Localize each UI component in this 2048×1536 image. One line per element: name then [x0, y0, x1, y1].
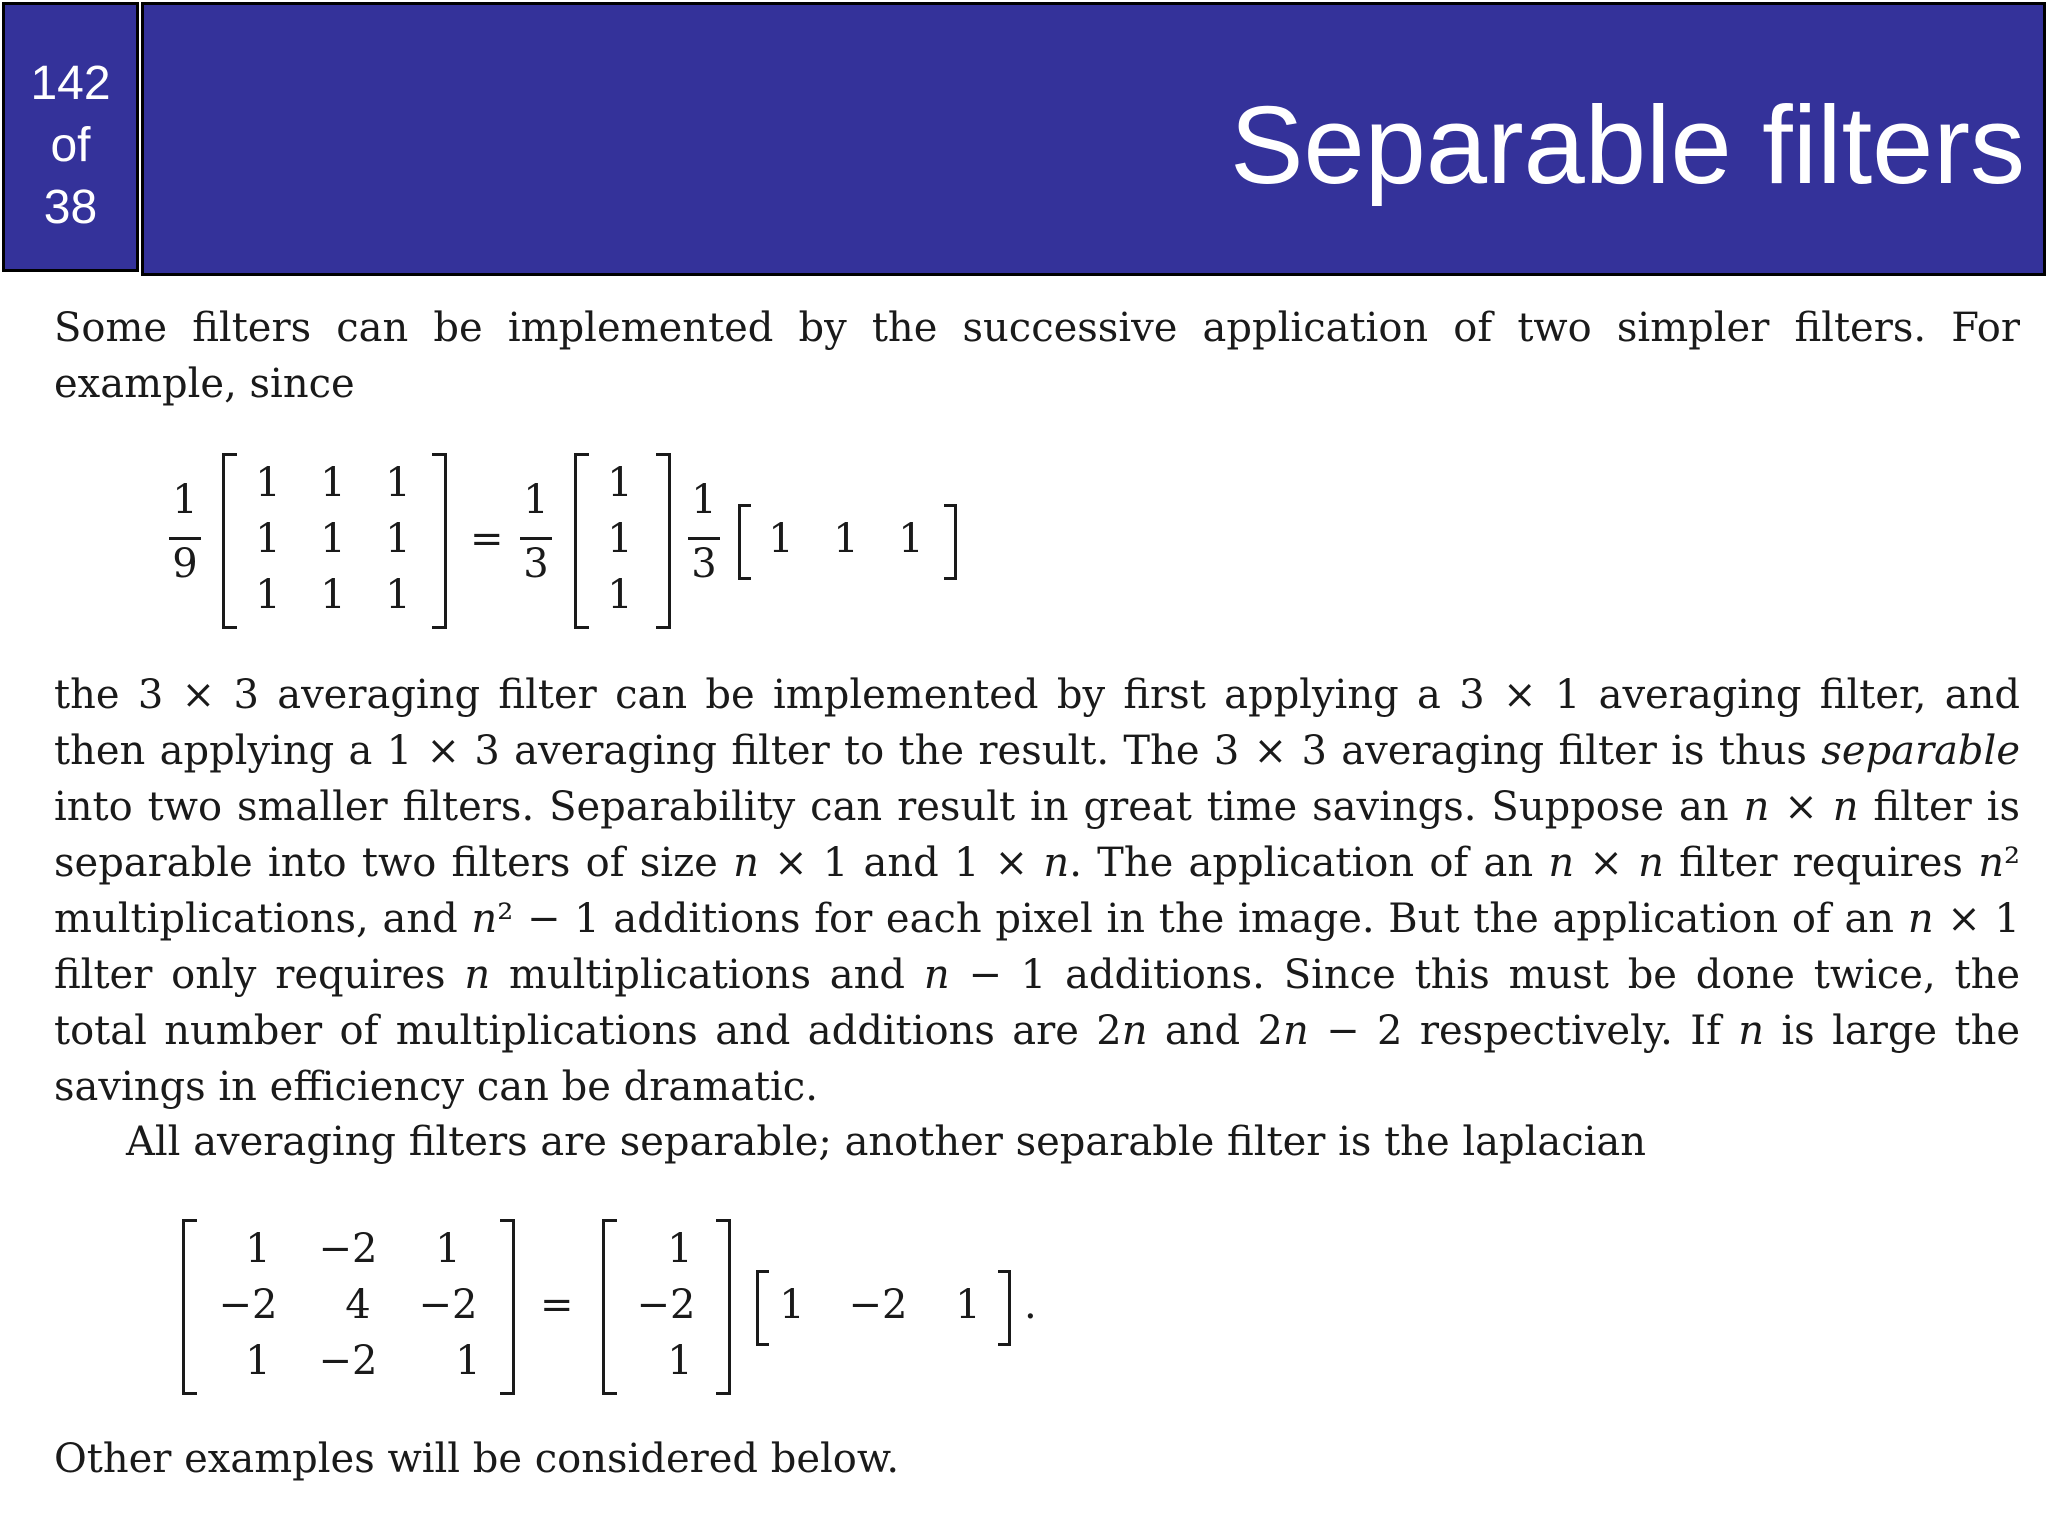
- page-of: of: [50, 119, 91, 172]
- vector-cell: 1: [779, 1282, 805, 1328]
- right-bracket: [944, 504, 957, 580]
- left-bracket: [738, 504, 751, 580]
- fraction-bar: [688, 537, 720, 540]
- fraction-numerator: 1: [172, 477, 198, 523]
- vector-cell: 1: [667, 1226, 693, 1272]
- fraction-denominator: 3: [691, 541, 717, 587]
- title-bar: [141, 2, 2046, 276]
- vector-cell: −2: [636, 1282, 696, 1328]
- matrix-cell: 4: [345, 1282, 371, 1328]
- fraction-numerator: 1: [691, 477, 717, 523]
- matrix-cell: 1: [385, 516, 411, 562]
- matrix-cell: 1: [455, 1338, 481, 1384]
- left-bracket: [574, 453, 589, 629]
- left-bracket: [602, 1219, 617, 1395]
- matrix-cell: 1: [435, 1226, 461, 1272]
- matrix-cell: −2: [218, 1282, 278, 1328]
- vector-cell: 1: [607, 460, 633, 506]
- intro-paragraph: Some filters can be implemented by the successive application of two simpler filters. For example, since: [54, 305, 2020, 407]
- fraction-denominator: 3: [523, 541, 549, 587]
- matrix-cell: 1: [320, 460, 346, 506]
- page-total: 38: [43, 181, 98, 234]
- matrix-cell: 1: [385, 460, 411, 506]
- matrix-cell: 1: [245, 1226, 271, 1272]
- vector-cell: 1: [898, 516, 924, 562]
- matrix-cell: −2: [418, 1282, 478, 1328]
- fraction-numerator: 1: [523, 477, 549, 523]
- vector-cell: 1: [667, 1338, 693, 1384]
- laplacian-intro: All averaging filters are separable; another separable filter is the laplacian: [126, 1119, 1647, 1165]
- matrix-cell: 1: [255, 516, 281, 562]
- fraction-denominator: 9: [172, 541, 198, 587]
- right-bracket: [656, 453, 671, 629]
- matrix-cell: 1: [320, 516, 346, 562]
- right-bracket: [998, 1270, 1011, 1346]
- right-bracket: [432, 453, 447, 629]
- vector-cell: 1: [955, 1282, 981, 1328]
- closing-paragraph: Other examples will be considered below.: [54, 1436, 900, 1482]
- left-bracket: [222, 453, 237, 629]
- page-number: 142: [30, 57, 111, 110]
- body-paragraph: the 3 × 3 averaging filter can be implemented by first applying a 3 × 1 averaging filter, and then applying a 1 × 3 averaging filter to the result. The 3 × 3 averaging filter is thus separable into two smaller filters. Separability can result in great time savings. Suppose an n × n filter is separable into two filters of size n × 1 and 1 × n. The application of an n × n filter requires n² multiplications, and n² − 1 additions for each pixel in the image. But the application of an n × 1 filter only requires n multiplications and n − 1 additions. Since this must be done twice, the total number of multiplications and additions are 2n and 2n − 2 respectively. If n is large the savings in efficiency can be dramatic.: [54, 672, 2021, 1110]
- matrix-cell: 1: [255, 572, 281, 618]
- matrix-cell: 1: [245, 1338, 271, 1384]
- period: .: [1024, 1282, 1037, 1328]
- left-bracket: [182, 1219, 197, 1395]
- matrix-cell: −2: [318, 1338, 378, 1384]
- matrix-cell: −2: [318, 1226, 378, 1272]
- vector-cell: 1: [833, 516, 859, 562]
- slide-header: [0, 0, 2048, 278]
- right-bracket: [500, 1219, 515, 1395]
- matrix-cell: 1: [255, 460, 281, 506]
- right-bracket: [716, 1219, 731, 1395]
- fraction-bar: [520, 537, 552, 540]
- matrix-cell: 1: [320, 572, 346, 618]
- vector-cell: 1: [607, 572, 633, 618]
- vector-cell: 1: [768, 516, 794, 562]
- matrix-cell: 1: [385, 572, 411, 618]
- vector-cell: −2: [848, 1282, 908, 1328]
- equals-sign: =: [470, 516, 504, 562]
- equals-sign: =: [540, 1282, 574, 1328]
- page-counter: [2, 2, 139, 272]
- slide-title: Separable filters: [1230, 84, 2025, 207]
- vector-cell: 1: [607, 516, 633, 562]
- fraction-bar: [169, 537, 201, 540]
